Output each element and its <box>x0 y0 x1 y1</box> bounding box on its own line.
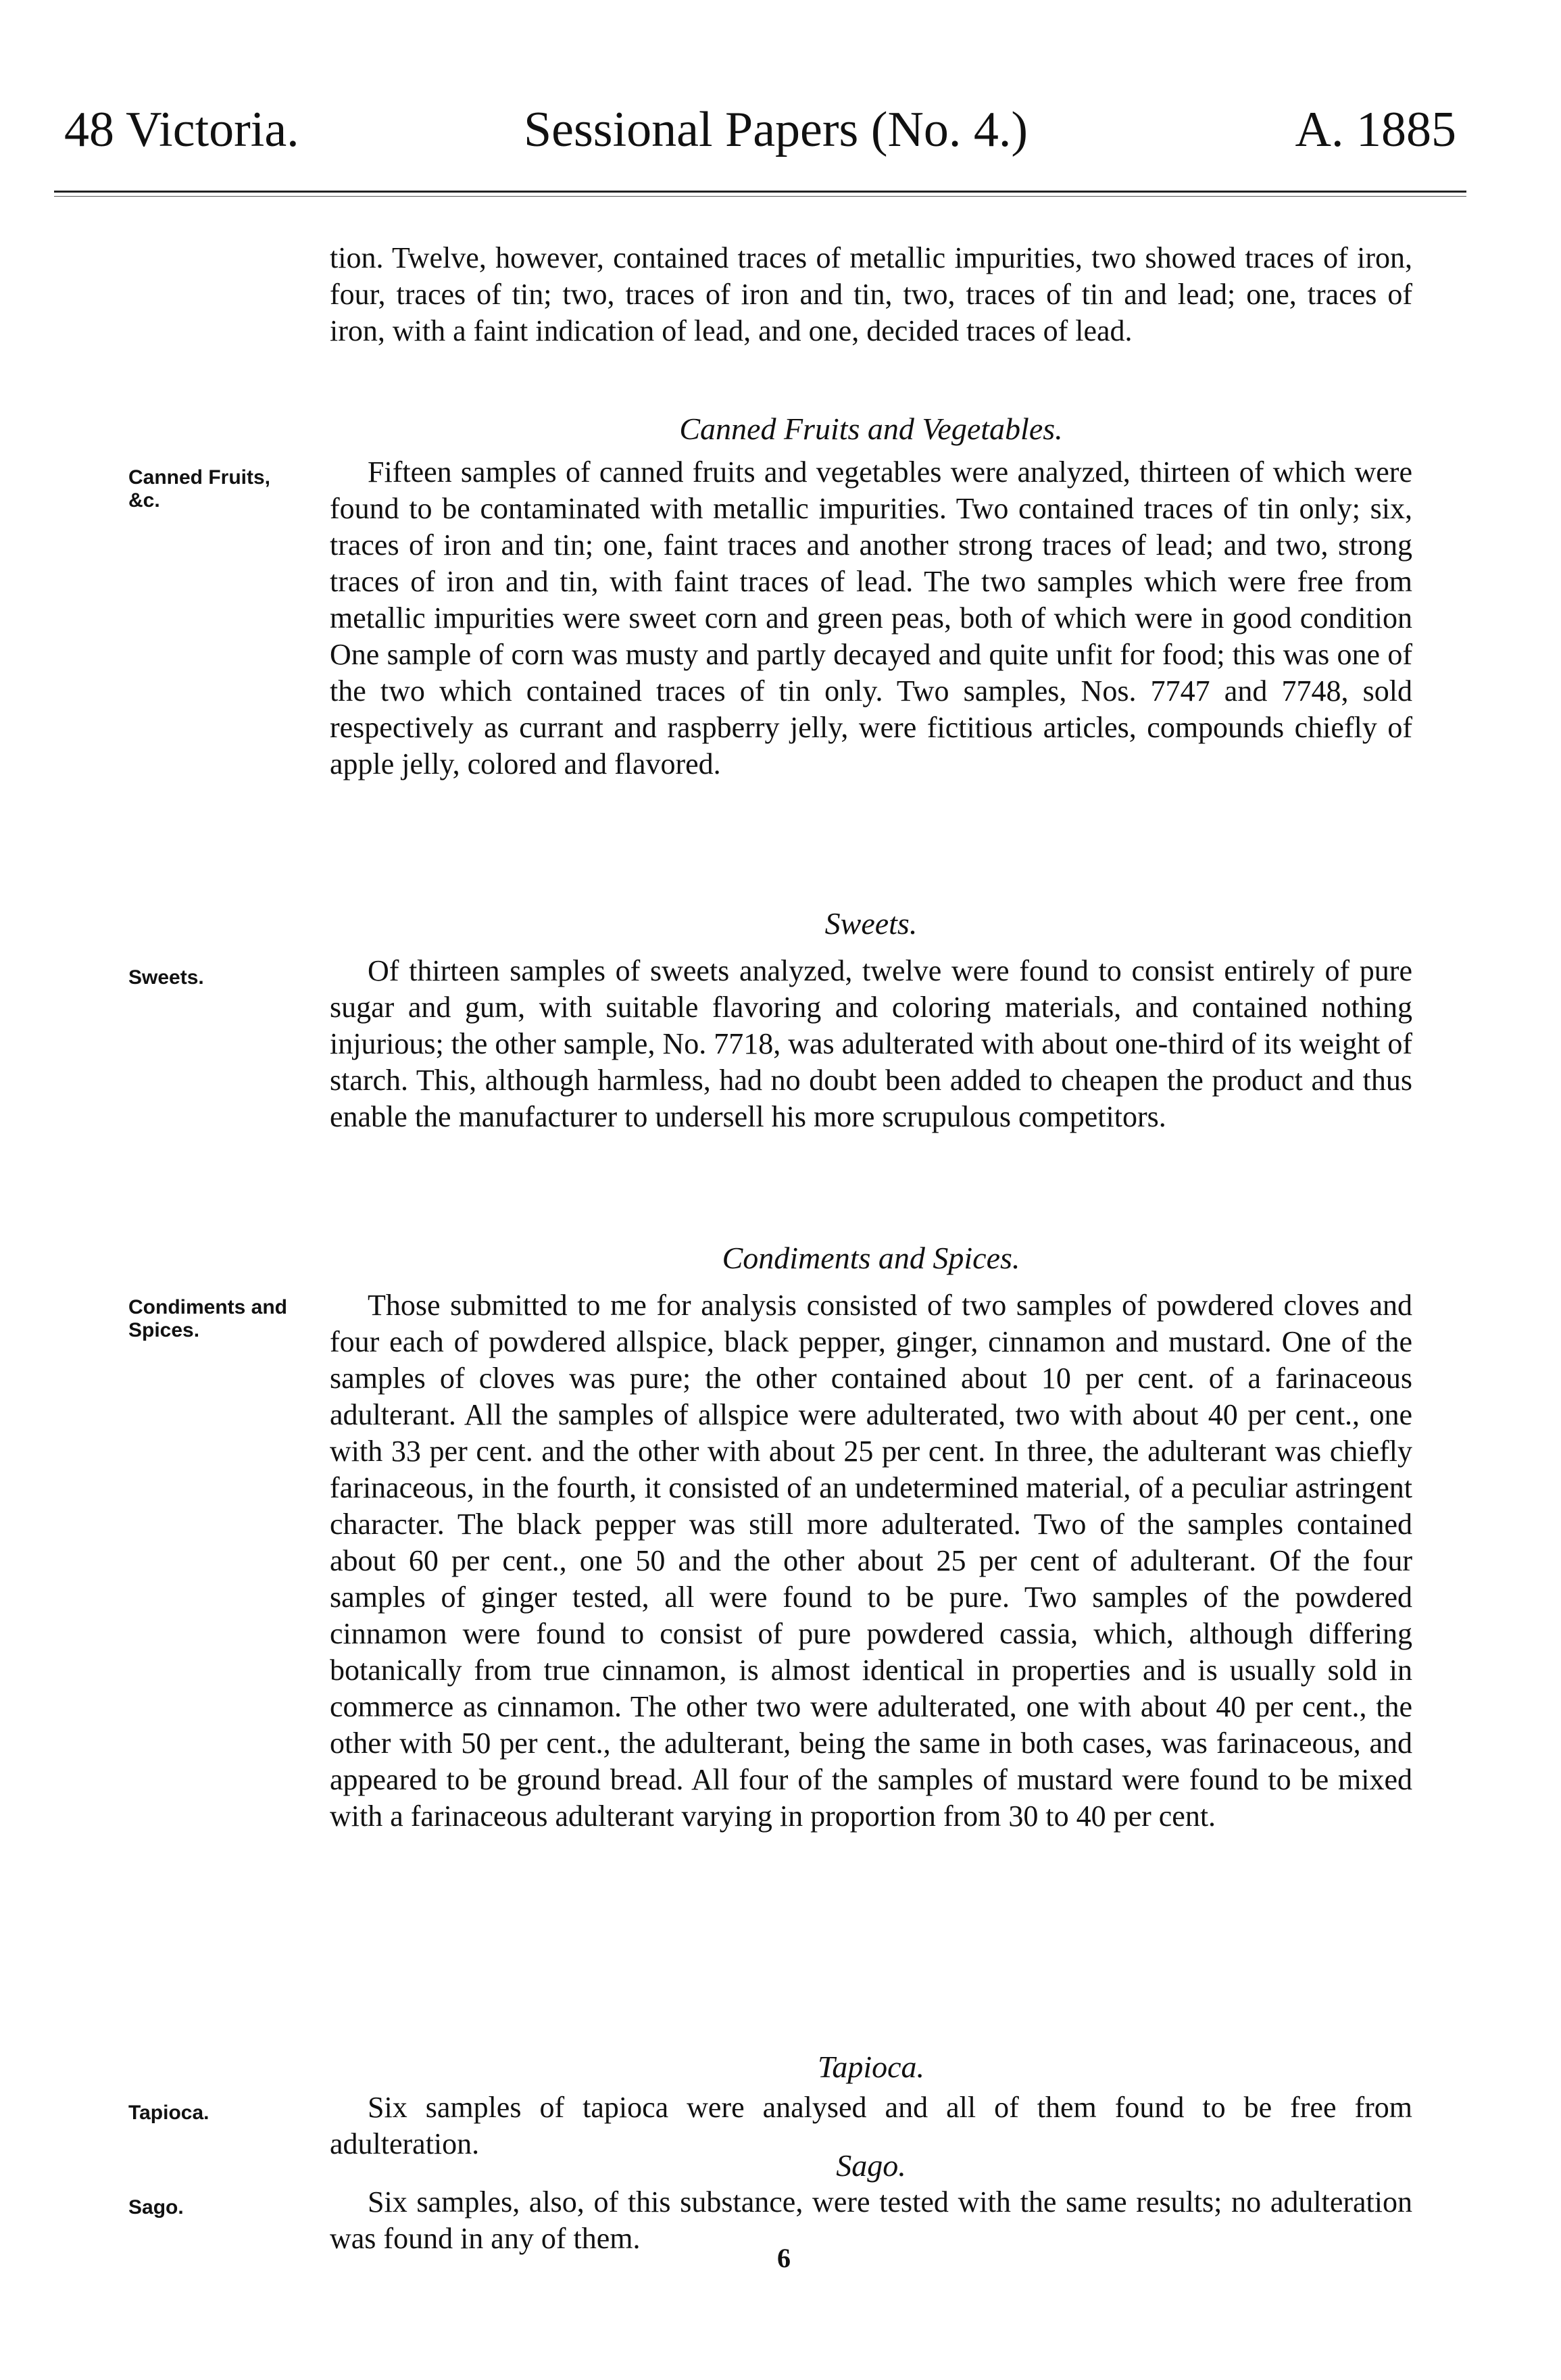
section-body-canned <box>330 454 1412 783</box>
section-title-sweets: Sweets. <box>824 906 918 941</box>
margin-note-canned: Canned Fruits, &c. <box>128 466 271 512</box>
intro-text: tion. Twelve, however, contained traces of metallic impurities, two showed traces of iron, four, traces of tin; two, traces of iron and tin, two, traces of tin and lead; one, traces of iron, with a faint indication of lead, and one, decided traces of lead. <box>330 241 1412 347</box>
section-text-tapioca: Six samples of tapioca were analysed and all of them found to be free from adulteration. <box>330 2091 1412 2160</box>
section-title-canned: Canned Fruits and Vegetables. <box>679 412 1063 446</box>
section-title-condiments: Condiments and Spices. <box>722 1241 1020 1275</box>
header-rule-thin <box>54 196 1466 197</box>
header-volume: 48 Victoria. <box>64 102 299 157</box>
section-body-sweets <box>330 953 1412 1135</box>
header-year: A. 1885 <box>1295 102 1456 157</box>
page-header <box>64 101 1456 155</box>
header-title: Sessional Papers (No. 4.) <box>524 102 1029 157</box>
section-title-sago: Sago. <box>836 2148 906 2183</box>
margin-note-sweets: Sweets. <box>128 966 204 989</box>
intro-paragraph <box>330 240 1412 349</box>
section-text-canned: Fifteen samples of canned fruits and vegetables were analyzed, thirteen of which were found to be contaminated with metallic impurities. Two contained traces of tin only; six, traces of iron and tin; one, faint traces and another strong traces of lead; and two, strong traces of iron and tin, with faint traces of lead. The two samples which were free from metallic impurities were sweet corn and green peas, both of which were in good condition One sample of corn was musty and partly decayed and quite unfit for food; this was one of the two which contained traces of tin only. Two samples, Nos. 7747 and 7748, sold respectively as currant and raspberry jelly, were fictitious articles, compounds chiefly of apple jelly, colored and flavored. <box>330 455 1412 780</box>
section-text-sweets: Of thirteen samples of sweets analyzed, twelve were found to consist entirely of pure sugar and gum, with suitable flavoring and coloring materials, and contained nothing injurious; the other sample, No. 7718, was adulterated with about one-third of its weight of starch. This, although harmless, had no doubt been added to cheapen the product and thus enable the manufacturer to undersell his more scrupulous competitors. <box>330 954 1413 1133</box>
section-body-sago <box>330 2184 1412 2257</box>
section-body-condiments <box>330 1287 1412 1835</box>
section-text-condiments: Those submitted to me for analysis consisted of two samples of powdered cloves and four each of powdered allspice, black pepper, ginger, cinnamon and mustard. One of the samples of cloves was pure; the other contained about 10 per cent. of a farinaceous adulterant. All the samples of allspice were adulterated, two with about 40 per cent., one with 33 per cent. and the other with about 25 per cent. In three, the adulterant was chiefly farinaceous, in the fourth, it consisted of an undetermined material, of a peculiar astringent character. The black pepper was still more adulterated. Two of the samples contained about 60 per cent., one 50 and the other about 25 per cent of adulterant. Of the four samples of ginger tested, all were found to be pure. Two samples of the powdered cinnamon were found to consist of pure powdered cassia, which, although differing botanically from true cinnamon, is almost identical in properties and is usually sold in commerce as cinnamon. The other two were adulterated, one with about 40 per cent., the other with 50 per cent., the adulterant, being the same in both cases, was farinaceous, and appeared to be ground bread. All four of the samples of mustard were found to be mixed with a farinaceous adulterant varying in proportion from 30 to 40 per cent. <box>330 1289 1412 1833</box>
margin-note-tapioca: Tapioca. <box>128 2102 209 2124</box>
page-number: 6 <box>777 2243 791 2273</box>
header-rule <box>54 191 1466 193</box>
margin-note-sago: Sago. <box>128 2196 184 2218</box>
margin-note-condiments: Condiments and Spices. <box>128 1296 288 1341</box>
section-text-sago: Six samples, also, of this substance, were tested with the same results; no adulteration was found in any of them. <box>330 2185 1412 2255</box>
section-title-tapioca: Tapioca. <box>817 2050 925 2084</box>
